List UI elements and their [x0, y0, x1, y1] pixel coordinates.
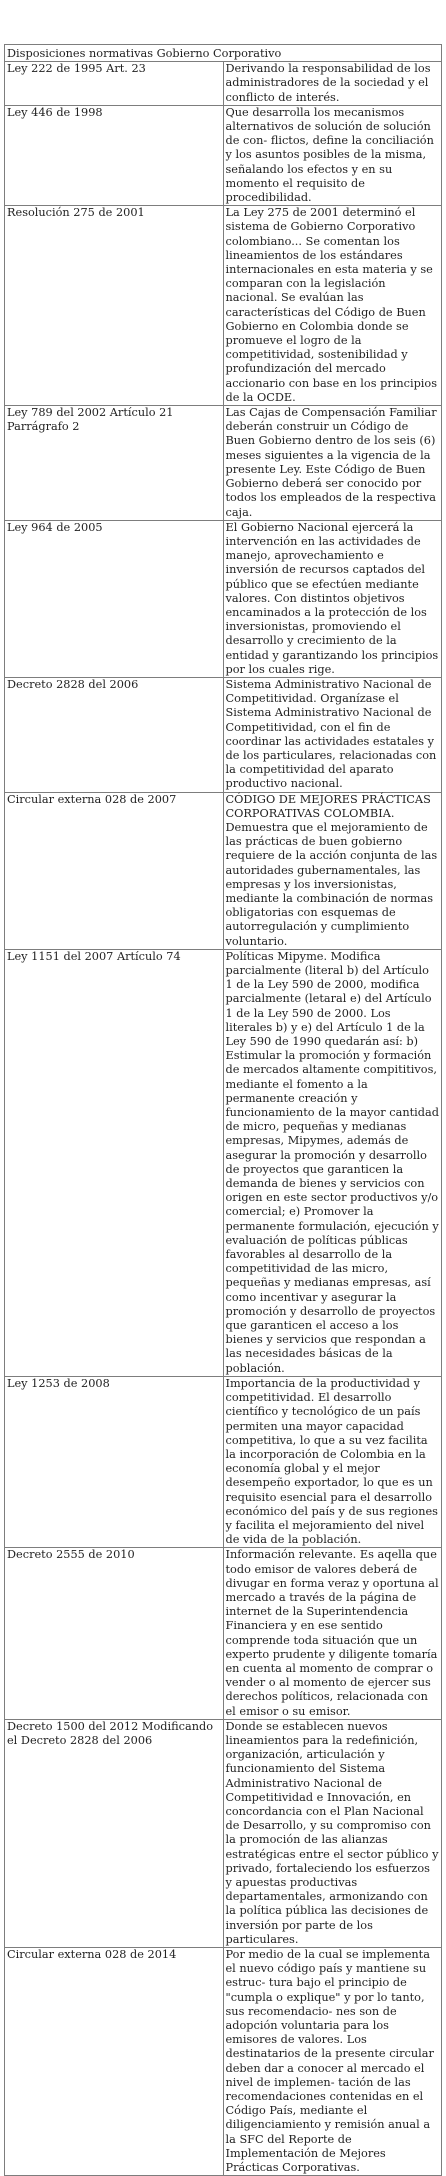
- norm-cell: Resolución 275 de 2001: [5, 206, 224, 406]
- description-cell: Importancia de la productividad y competitividad. El desarrollo científico y tecnológico de un país permiten una mayor capacidad competitiva, lo que a su vez facilita la incorporación de Colombia en la economía global y el mejor desempeño exportador, lo que es un requisito esencial para el desarrollo económico del país y de sus regiones y facilita el mejoramiento del nivel de vida de la población.: [223, 1376, 442, 1547]
- description-cell: Derivando la responsabilidad de los administradores de la sociedad y el conflicto de interés.: [223, 62, 442, 106]
- table-title-row: [5, 45, 442, 62]
- norm-cell: Ley 1253 de 2008: [5, 1376, 224, 1547]
- description-cell: Políticas Mipyme. Modifica parcialmente (literal b) del Artículo 1 de la Ley 590 de 2000, modifica parcialmente (letaral e) del Artículo 1 de la Ley 590 de 2000. Los literales b) y e) del Artículo 1 de la Ley 590 de 1990 quedarán así: b) Estimular la promoción y formación de mercados altamente compititivos, mediante el fomento a la permanente creación y funcionamiento de la mayor cantidad de micro, pequeñas y medianas empresas, Mipymes, además de asegurar la promoción y desarrollo de proyectos que garanticen la demanda de bienes y servicios con origen en este sector productivos y/o comercial; e) Promover la permanente formulación, ejecución y evaluación de políticas públicas favorables al desarrollo de la competitividad de las micro, pequeñas y medianas empresas, así como incentivar y asegurar la promoción y desarrollo de proyectos que garanticen el acceso a los bienes y servicios que respondan a las necesidades básicas de la población.: [223, 949, 442, 1376]
- table-row: [5, 520, 442, 677]
- table-row: [5, 105, 442, 205]
- norm-cell: Decreto 2555 de 2010: [5, 1548, 224, 1719]
- norm-cell: Ley 446 de 1998: [5, 105, 224, 205]
- norm-cell: Circular externa 028 de 2007: [5, 792, 224, 949]
- norm-cell: Ley 222 de 1995 Art. 23: [5, 62, 224, 106]
- table-row: [5, 1948, 442, 2176]
- description-cell: CÓDIGO DE MEJORES PRÁCTICAS CORPORATIVAS COLOMBIA. Demuestra que el mejoramiento de las prácticas de buen gobierno requiere de la acción conjunta de las autoridades gubernamentales, las empresas y los inversionistas, mediante la combinación de normas obligatorias con esquemas de autorregulación y cumplimiento voluntario.: [223, 792, 442, 949]
- table-row: [5, 406, 442, 521]
- table-row: [5, 949, 442, 1376]
- table-row: [5, 206, 442, 406]
- norm-cell: Ley 1151 del 2007 Artículo 74: [5, 949, 224, 1376]
- table-body: [5, 45, 442, 2176]
- norm-cell: Ley 789 del 2002 Artículo 21 Parrágrafo 2: [5, 406, 224, 521]
- table-row: [5, 1719, 442, 1947]
- table-row: [5, 677, 442, 792]
- norm-cell: Ley 964 de 2005: [5, 520, 224, 677]
- description-cell: Por medio de la cual se implementa el nuevo código país y mantiene su estruc- tura bajo el principio de "cumpla o explique" y por lo tanto, sus recomendacio- nes son de adopción voluntaria para los emisores de valores. Los destinatarios de la presente circular deben dar a conocer al mercado el nivel de implemen- tación de las recomendaciones contenidas en el Código País, mediante el diligenciamiento y remisión anual a la SFC del Reporte de Implementación de Mejores Prácticas Corporativas.: [223, 1948, 442, 2176]
- description-cell: Información relevante. Es aqella que todo emisor de valores deberá de divugar en forma veraz y oportuna al mercado a través de la página de internet de la Superintendencia Financiera y en ese sentido comprende toda situación que un experto prudente y diligente tomaría en cuenta al momento de comprar o vender o al momento de ejercer sus derechos políticos, relacionada con el emisor o su emisor.: [223, 1548, 442, 1719]
- table-row: [5, 62, 442, 106]
- norm-cell: Circular externa 028 de 2014: [5, 1948, 224, 2176]
- description-cell: La Ley 275 de 2001 determinó el sistema de Gobierno Corporativo colombiano... Se comentan los lineamientos de los estándares internacionales en esta materia y se comparan con la legislación nacional. Se evalúan las características del Código de Buen Gobierno en Colombia donde se promueve el logro de la competitividad, sostenibilidad y profundización del mercado accionario con base en los principios de la OCDE.: [223, 206, 442, 406]
- normative-table: [4, 44, 442, 2176]
- table-row: [5, 792, 442, 949]
- description-cell: Que desarrolla los mecanismos alternativos de solución de solución de con- flictos, define la conciliación y los asuntos posibles de la misma, señalando los efectos y en su momento el requisito de procedibilidad.: [223, 105, 442, 205]
- description-cell: Sistema Administrativo Nacional de Competitividad. Organízase el Sistema Administrativo Nacional de Competitividad, con el fin de coordinar las actividades estatales y de los particulares, relacionadas con la competitividad del aparato productivo nacional.: [223, 677, 442, 792]
- table-row: [5, 1376, 442, 1547]
- description-cell: El Gobierno Nacional ejercerá la intervención en las actividades de manejo, aprovechamiento e inversión de recursos captados del público que se efectúen mediante valores. Con distintos objetivos encaminados a la protección de los inversionistas, promoviendo el desarrollo y crecimiento de la entidad y garantizando los principios por los cuales rige.: [223, 520, 442, 677]
- norm-cell: Decreto 1500 del 2012 Modificando el Decreto 2828 del 2006: [5, 1719, 224, 1947]
- table-row: [5, 1548, 442, 1719]
- description-cell: Donde se establecen nuevos lineamientos para la redefinición, organización, articulación y funcionamiento del Sistema Administrativo Nacional de Competitividad e Innovación, en concordancia con el Plan Nacional de Desarrollo, y su compromiso con la promoción de las alianzas estratégicas entre el sector público y privado, fortaleciendo los esfuerzos y apuestas productivas departamentales, armonizando con la política pública las decisiones de inversión por parte de los particulares.: [223, 1719, 442, 1947]
- norm-cell: Decreto 2828 del 2006: [5, 677, 224, 792]
- description-cell: Las Cajas de Compensación Familiar deberán construir un Código de Buen Gobierno dentro de los seis (6) meses siguientes a la vigencia de la presente Ley. Este Código de Buen Gobierno deberá ser conocido por todos los empleados de la respectiva caja.: [223, 406, 442, 521]
- table-title: Disposiciones normativas Gobierno Corporativo: [5, 45, 442, 62]
